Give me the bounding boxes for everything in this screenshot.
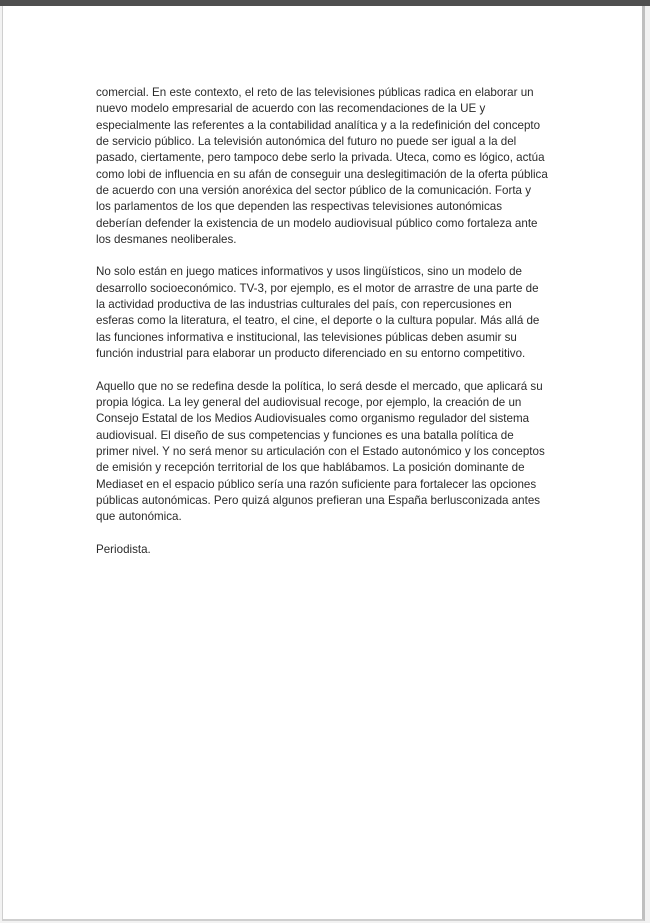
- author-signature: Periodista.: [96, 542, 151, 556]
- paragraph-1: comercial. En este contexto, el reto de las televisiones públicas radica en elaborar un nuevo modelo empresarial de acuerdo con las recomendaciones de la UE y especialmente las referentes a la contabilidad analítica y a la redefinición del concepto de servicio público. La televisión autonómica del futuro no puede ser igual a la del pasado, ciertamente, pero tampoco debe serlo la privada. Uteca, como es lógico, actúa como lobi de influencia en su afán de conseguir una deslegitimación de la oferta pública de acuerdo con una versión anoréxica del sector público de la comunicación. Forta y los parlamentos de los que dependen las respectivas televisiones autonómicas deberían defender la existencia de un modelo audiovisual público como fortaleza ante los desmanes neoliberales.: [96, 86, 548, 247]
- page-content: [96, 85, 548, 558]
- paragraph-3: Aquello que no se redefina desde la política, lo será desde el mercado, que aplicará su propia lógica. La ley general del audiovisual recoge, por ejemplo, la creación de un Consejo Estatal de los Medios Audiovisuales como organismo regulador del sistema audiovisual. El diseño de sus competencias y funciones es una batalla política de primer nivel. Y no será menor su articulación con el Estado autonómico y los conceptos de emisión y recepción territorial de los que hablábamos. La posición dominante de Mediaset en el espacio público sería una razón suficiente para fortalecer las opciones públicas autonómicas. Pero quizá algunos prefieran una España berlusconizada antes que autonómica.: [96, 379, 545, 524]
- document-page: [2, 6, 645, 921]
- paragraph-2: No solo están en juego matices informativos y usos lingüísticos, sino un modelo de desarrollo socioeconómico. TV-3, por ejemplo, es el motor de arrastre de una parte de la actividad productiva de las industrias culturales del país, con repercusiones en esferas como la literatura, el teatro, el cine, el deporte o la cultura popular. Más allá de las funciones informativa e institucional, las televisiones públicas deben asumir su función industrial para elaborar un producto diferenciado en su entorno competitivo.: [96, 265, 540, 361]
